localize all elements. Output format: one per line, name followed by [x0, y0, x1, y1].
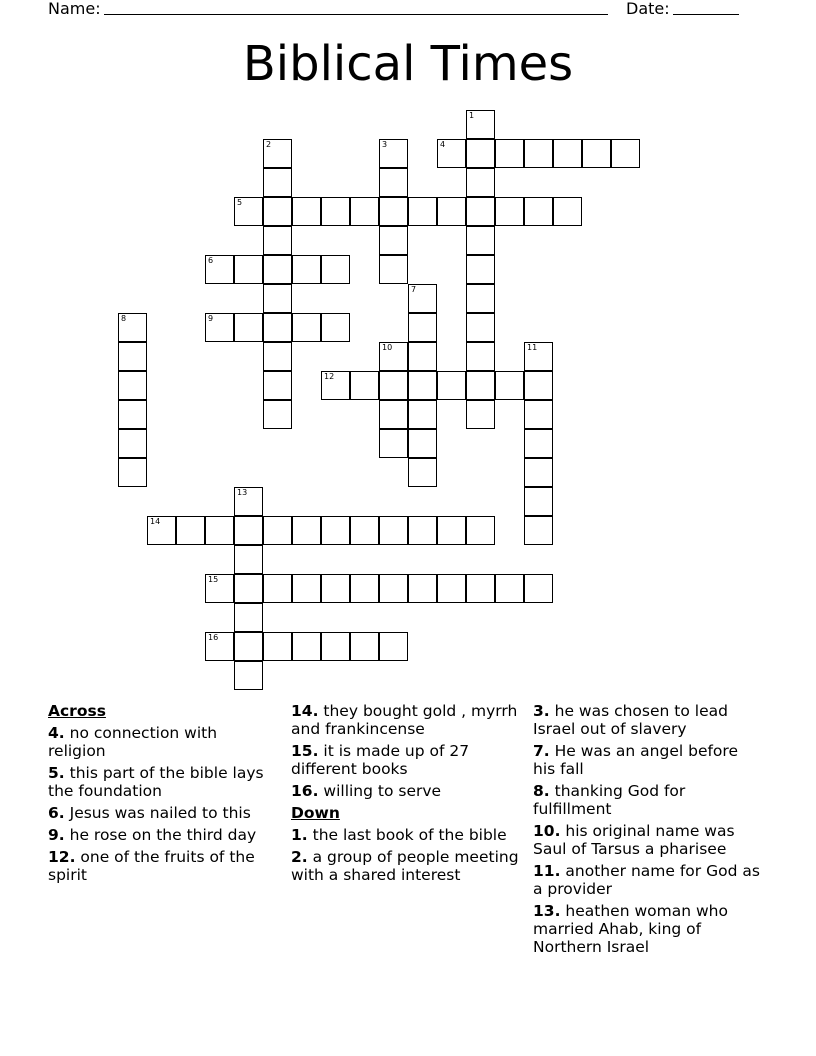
grid-cell[interactable]: [379, 516, 408, 545]
clue-across-16: [291, 782, 521, 800]
clue-down-7: [533, 742, 763, 778]
grid-cell[interactable]: [118, 371, 147, 400]
grid-cell[interactable]: [524, 197, 553, 226]
cell-number: 10: [382, 343, 393, 352]
grid-cell[interactable]: [524, 458, 553, 487]
grid-cell[interactable]: [234, 313, 263, 342]
clue-across-12: [48, 848, 278, 884]
grid-cell[interactable]: [466, 313, 495, 342]
clue-text: another name for God as a provider: [533, 862, 760, 898]
grid-cell[interactable]: [234, 632, 263, 661]
grid-cell[interactable]: [408, 313, 437, 342]
grid-cell[interactable]: [234, 197, 263, 226]
grid-cell[interactable]: [263, 313, 292, 342]
grid-cell[interactable]: [379, 197, 408, 226]
clue-number: 13.: [533, 902, 561, 920]
grid-cell[interactable]: [524, 574, 553, 603]
grid-cell[interactable]: [321, 516, 350, 545]
clue-down-2: [291, 848, 521, 884]
across-heading: Across: [48, 702, 106, 720]
grid-cell[interactable]: [408, 400, 437, 429]
cell-number: 5: [237, 198, 243, 207]
grid-cell[interactable]: [263, 400, 292, 429]
grid-cell[interactable]: [379, 429, 408, 458]
grid-cell[interactable]: [582, 139, 611, 168]
grid-cell[interactable]: [234, 574, 263, 603]
clue-number: 7.: [533, 742, 550, 760]
cell-number: 8: [121, 314, 127, 323]
grid-cell[interactable]: [379, 400, 408, 429]
cell-number: 3: [382, 140, 388, 149]
grid-cell[interactable]: [524, 429, 553, 458]
grid-cell[interactable]: [263, 342, 292, 371]
clue-text: willing to serve: [323, 782, 442, 800]
grid-cell[interactable]: [495, 371, 524, 400]
grid-cell[interactable]: [147, 516, 176, 545]
grid-cell[interactable]: [350, 197, 379, 226]
grid-cell[interactable]: [437, 574, 466, 603]
clue-text: he rose on the third day: [69, 826, 257, 844]
grid-cell[interactable]: [466, 168, 495, 197]
cell-number: 9: [208, 314, 214, 323]
name-label: Name:: [48, 0, 101, 18]
grid-cell[interactable]: [437, 516, 466, 545]
grid-cell[interactable]: [350, 371, 379, 400]
clue-down-8: [533, 782, 763, 818]
grid-cell[interactable]: [379, 139, 408, 168]
grid-cell[interactable]: [466, 226, 495, 255]
grid-cell[interactable]: [234, 516, 263, 545]
grid-cell[interactable]: [495, 574, 524, 603]
grid-cell[interactable]: [524, 342, 553, 371]
cell-number: 6: [208, 256, 214, 265]
grid-cell[interactable]: [234, 255, 263, 284]
grid-cell[interactable]: [466, 255, 495, 284]
grid-cell[interactable]: [263, 255, 292, 284]
clue-text: they bought gold , myrrh and frankincense: [291, 702, 518, 738]
clues-column-3: [533, 702, 763, 960]
clue-number: 11.: [533, 862, 561, 880]
grid-cell[interactable]: [234, 661, 263, 690]
grid-cell[interactable]: [118, 458, 147, 487]
grid-cell[interactable]: [292, 574, 321, 603]
grid-cell[interactable]: [263, 139, 292, 168]
cell-number: 2: [266, 140, 272, 149]
grid-cell[interactable]: [321, 371, 350, 400]
grid-cell[interactable]: [263, 516, 292, 545]
cell-number: 16: [208, 633, 219, 642]
clues-column-2: [291, 702, 521, 888]
cell-number: 4: [440, 140, 446, 149]
grid-cell[interactable]: [408, 284, 437, 313]
clue-down-13: [533, 902, 763, 956]
grid-cell[interactable]: [466, 516, 495, 545]
grid-cell[interactable]: [263, 284, 292, 313]
cell-number: 13: [237, 488, 248, 497]
clue-across-6: [48, 804, 278, 822]
grid-cell[interactable]: [524, 516, 553, 545]
grid-cell[interactable]: [611, 139, 640, 168]
cell-number: 7: [411, 285, 417, 294]
grid-cell[interactable]: [466, 371, 495, 400]
grid-cell[interactable]: [466, 400, 495, 429]
grid-cell[interactable]: [263, 371, 292, 400]
grid-cell[interactable]: [408, 197, 437, 226]
clue-down-3: [533, 702, 763, 738]
clue-text: heathen woman who married Ahab, king of Northern Israel: [533, 902, 728, 956]
grid-cell[interactable]: [263, 197, 292, 226]
grid-cell[interactable]: [118, 313, 147, 342]
grid-cell[interactable]: [495, 139, 524, 168]
clue-text: one of the fruits of the spirit: [48, 848, 255, 884]
grid-cell[interactable]: [118, 400, 147, 429]
date-label: Date:: [626, 0, 670, 18]
grid-cell[interactable]: [408, 371, 437, 400]
grid-cell[interactable]: [379, 342, 408, 371]
clue-down-11: [533, 862, 763, 898]
clue-number: 4.: [48, 724, 65, 742]
clue-down-1: [291, 826, 521, 844]
cell-number: 14: [150, 517, 161, 526]
clue-down-10: [533, 822, 763, 858]
page-title: Biblical Times: [242, 36, 574, 92]
grid-cell[interactable]: [466, 197, 495, 226]
grid-cell[interactable]: [263, 226, 292, 255]
grid-cell[interactable]: [350, 632, 379, 661]
grid-cell[interactable]: [408, 342, 437, 371]
grid-cell[interactable]: [292, 197, 321, 226]
clue-text: a group of people meeting with a shared interest: [291, 848, 519, 884]
clue-number: 12.: [48, 848, 76, 866]
grid-cell[interactable]: [350, 516, 379, 545]
grid-cell[interactable]: [321, 632, 350, 661]
grid-cell[interactable]: [495, 197, 524, 226]
cell-number: 15: [208, 575, 219, 584]
clue-across-4: [48, 724, 278, 760]
cell-number: 12: [324, 372, 335, 381]
grid-cell[interactable]: [524, 487, 553, 516]
clue-across-5: [48, 764, 278, 800]
clue-number: 5.: [48, 764, 65, 782]
clue-text: his original name was Saul of Tarsus a pharisee: [533, 822, 735, 858]
grid-cell[interactable]: [292, 632, 321, 661]
grid-cell[interactable]: [176, 516, 205, 545]
grid-cell[interactable]: [234, 487, 263, 516]
clue-text: it is made up of 27 different books: [291, 742, 470, 778]
clue-text: he was chosen to lead Israel out of slavery: [533, 702, 728, 738]
grid-cell[interactable]: [379, 574, 408, 603]
grid-cell[interactable]: [408, 574, 437, 603]
clue-text: the last book of the bible: [312, 826, 507, 844]
clue-number: 10.: [533, 822, 561, 840]
clue-number: 14.: [291, 702, 319, 720]
grid-cell[interactable]: [437, 139, 466, 168]
grid-cell[interactable]: [205, 574, 234, 603]
clue-number: 9.: [48, 826, 65, 844]
grid-cell[interactable]: [379, 632, 408, 661]
grid-cell[interactable]: [466, 342, 495, 371]
grid-cell[interactable]: [408, 516, 437, 545]
clue-number: 16.: [291, 782, 319, 800]
grid-cell[interactable]: [205, 632, 234, 661]
clue-across-15: [291, 742, 521, 778]
grid-cell[interactable]: [524, 400, 553, 429]
cell-number: 1: [469, 111, 475, 120]
grid-cell[interactable]: [292, 516, 321, 545]
grid-cell[interactable]: [350, 574, 379, 603]
grid-cell[interactable]: [234, 603, 263, 632]
grid-cell[interactable]: [321, 197, 350, 226]
grid-cell[interactable]: [205, 516, 234, 545]
clue-text: thanking God for fulfillment: [533, 782, 686, 818]
clue-number: 1.: [291, 826, 308, 844]
grid-cell[interactable]: [466, 139, 495, 168]
grid-cell[interactable]: [292, 313, 321, 342]
grid-cell[interactable]: [466, 284, 495, 313]
grid-cell[interactable]: [263, 574, 292, 603]
grid-cell[interactable]: [524, 371, 553, 400]
cell-number: 11: [527, 343, 538, 352]
clue-across-14: [291, 702, 521, 738]
grid-cell[interactable]: [118, 429, 147, 458]
grid-cell[interactable]: [524, 139, 553, 168]
clue-across-9: [48, 826, 278, 844]
clue-number: 8.: [533, 782, 550, 800]
grid-cell[interactable]: [263, 632, 292, 661]
grid-cell[interactable]: [553, 139, 582, 168]
grid-cell[interactable]: [292, 255, 321, 284]
grid-cell[interactable]: [205, 255, 234, 284]
grid-cell[interactable]: [408, 458, 437, 487]
clue-number: 3.: [533, 702, 550, 720]
grid-cell[interactable]: [437, 371, 466, 400]
grid-cell[interactable]: [553, 197, 582, 226]
grid-cell[interactable]: [321, 313, 350, 342]
grid-cell[interactable]: [379, 371, 408, 400]
down-heading: Down: [291, 804, 340, 822]
grid-cell[interactable]: [205, 313, 234, 342]
grid-cell[interactable]: [234, 545, 263, 574]
clue-text: Jesus was nailed to this: [69, 804, 251, 822]
grid-cell[interactable]: [466, 574, 495, 603]
grid-cell[interactable]: [118, 342, 147, 371]
clue-number: 15.: [291, 742, 319, 760]
grid-cell[interactable]: [379, 226, 408, 255]
grid-cell[interactable]: [437, 197, 466, 226]
grid-cell[interactable]: [321, 574, 350, 603]
grid-cell[interactable]: [379, 255, 408, 284]
clues-column-1: [48, 702, 278, 888]
clue-number: 6.: [48, 804, 65, 822]
clue-text: He was an angel before his fall: [533, 742, 738, 778]
grid-cell[interactable]: [263, 168, 292, 197]
grid-cell[interactable]: [379, 168, 408, 197]
clue-number: 2.: [291, 848, 308, 866]
clue-text: no connection with religion: [48, 724, 218, 760]
clue-text: this part of the bible lays the foundation: [48, 764, 264, 800]
grid-cell[interactable]: [466, 110, 495, 139]
grid-cell[interactable]: [408, 429, 437, 458]
grid-cell[interactable]: [321, 255, 350, 284]
